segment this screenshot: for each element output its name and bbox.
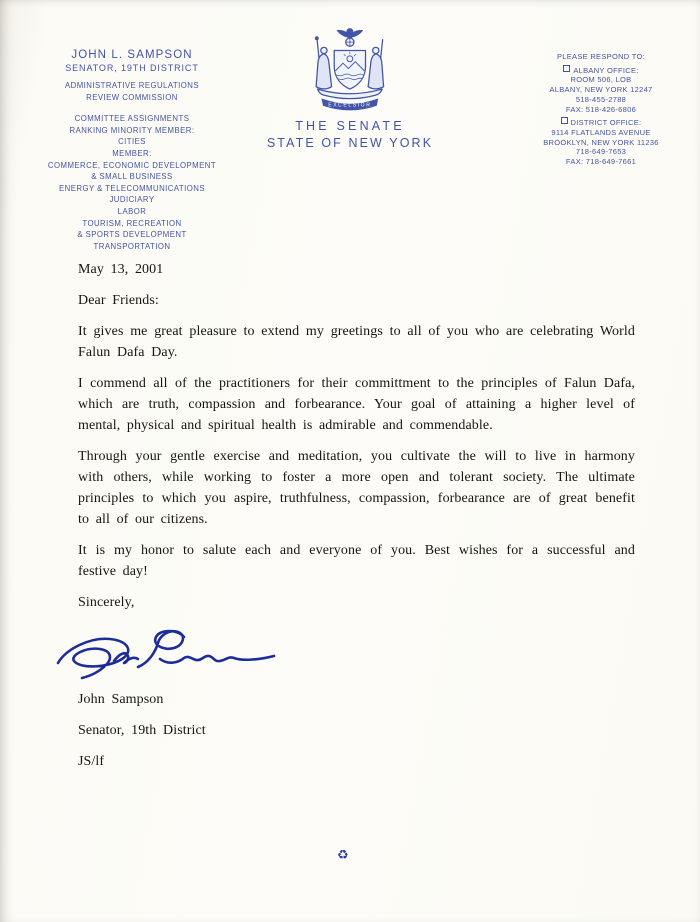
body-paragraph: I commend all of the practitioners for their committment to the principles of Falun Dafa, which are truth, compassion and forbearance. Your goal of attaining a higher level of mental, physical and spiritual health is admirable and commendable.: [78, 376, 635, 433]
commission-line: ADMINISTRATIVE REGULATIONS: [64, 81, 199, 90]
checkbox-icon: [563, 65, 570, 72]
committee-line: LABOR: [117, 206, 147, 216]
district-office-label-text: DISTRICT OFFICE:: [570, 118, 642, 128]
committee-line: MEMBER:: [112, 148, 152, 158]
district-office-line: 718-649-7653: [575, 147, 627, 157]
liberty-head: [321, 47, 327, 53]
committee-line: COMMERCE, ECONOMIC DEVELOPMENT: [47, 160, 217, 170]
district-office-label: [516, 117, 686, 128]
sender-title: SENATOR, 19TH DISTRICT: [65, 63, 199, 73]
albany-office-line: 518-455-2788: [575, 94, 627, 104]
new-york-senate-seal: [291, 26, 409, 116]
respond-to-block: [516, 52, 686, 167]
commission-block: [26, 80, 238, 103]
letter-body: [78, 259, 635, 782]
paragraphs: [78, 321, 635, 582]
committee-line: COMMITTEE ASSIGNMENTS: [74, 114, 190, 124]
sender-info-block: [26, 49, 238, 252]
district-office-line: 9114 FLATLANDS AVENUE: [551, 127, 651, 137]
salutation: Dear Friends:: [78, 293, 159, 308]
albany-office-line: FAX: 518-426-6806: [565, 104, 637, 114]
albany-office-line: ALBANY, NEW YORK 12247: [549, 85, 653, 95]
letterhead-center: [267, 26, 433, 150]
committee-line: TRANSPORTATION: [93, 241, 171, 251]
committee-assignments-block: [26, 113, 238, 252]
body-paragraph: Through your gentle exercise and meditation, you cultivate the will to live in harmony with others, while working to foster a more open and tolerant society. The ultimate principles to which you aspire, truthfulness, compassion, forbearance are of great benefit to all of our citizens.: [78, 449, 635, 527]
senate-heading: THE SENATE: [295, 119, 405, 133]
signed-name: John Sampson: [78, 692, 164, 707]
recycled-paper-icon: ♻: [337, 848, 349, 863]
justice-head: [373, 47, 379, 53]
commission-line: REVIEW COMMISSION: [86, 92, 178, 102]
state-heading: STATE OF NEW YORK: [266, 136, 434, 150]
respond-heading: PLEASE RESPOND TO:: [556, 52, 646, 61]
committee-line: RANKING MINORITY MEMBER:: [69, 125, 195, 135]
signed-title: Senator, 19th District: [78, 723, 206, 738]
committee-line: ENERGY & TELECOMMUNICATIONS: [58, 183, 206, 193]
albany-office-line: ROOM 506, LOB: [570, 75, 632, 85]
albany-office-lines: [516, 75, 686, 114]
letter-date: May 13, 2001: [78, 262, 164, 277]
sender-name: JOHN L. SAMPSON: [71, 49, 193, 61]
committee-line: CITIES: [118, 137, 146, 147]
committee-line: & SPORTS DEVELOPMENT: [77, 230, 187, 240]
district-office-line: FAX: 718-649-7661: [565, 157, 637, 167]
handwritten-signature: [52, 623, 302, 681]
seal-motto-text: EXCELSIOR: [328, 102, 372, 109]
body-paragraph: It gives me great pleasure to extend my greetings to all of you who are celebrating World Falun Dafa Day.: [78, 324, 635, 360]
albany-office-label: [516, 65, 686, 76]
seal-base: [318, 89, 383, 99]
signature-stroke: [58, 631, 274, 678]
committee-line: TOURISM, RECREATION: [82, 218, 182, 228]
eagle-icon: [337, 28, 363, 38]
district-office-lines: [516, 128, 686, 167]
committee-line: & SMALL BUSINESS: [91, 172, 173, 182]
body-paragraph: It is my honor to salute each and everyone of you. Best wishes for a successful and festive day!: [78, 543, 635, 579]
checkbox-icon: [561, 117, 568, 124]
liberty-cap-icon: [315, 36, 319, 40]
district-office-line: BROOKLYN, NEW YORK 11236: [543, 137, 659, 147]
albany-office-label-text: ALBANY OFFICE:: [573, 65, 639, 75]
reference-initials: JS/lf: [78, 754, 105, 769]
committee-line: JUDICIARY: [109, 195, 155, 205]
justice-figure-icon: [368, 54, 383, 89]
sun-icon: [347, 56, 353, 62]
closing: Sincerely,: [78, 595, 135, 610]
liberty-figure-icon: [316, 54, 331, 89]
